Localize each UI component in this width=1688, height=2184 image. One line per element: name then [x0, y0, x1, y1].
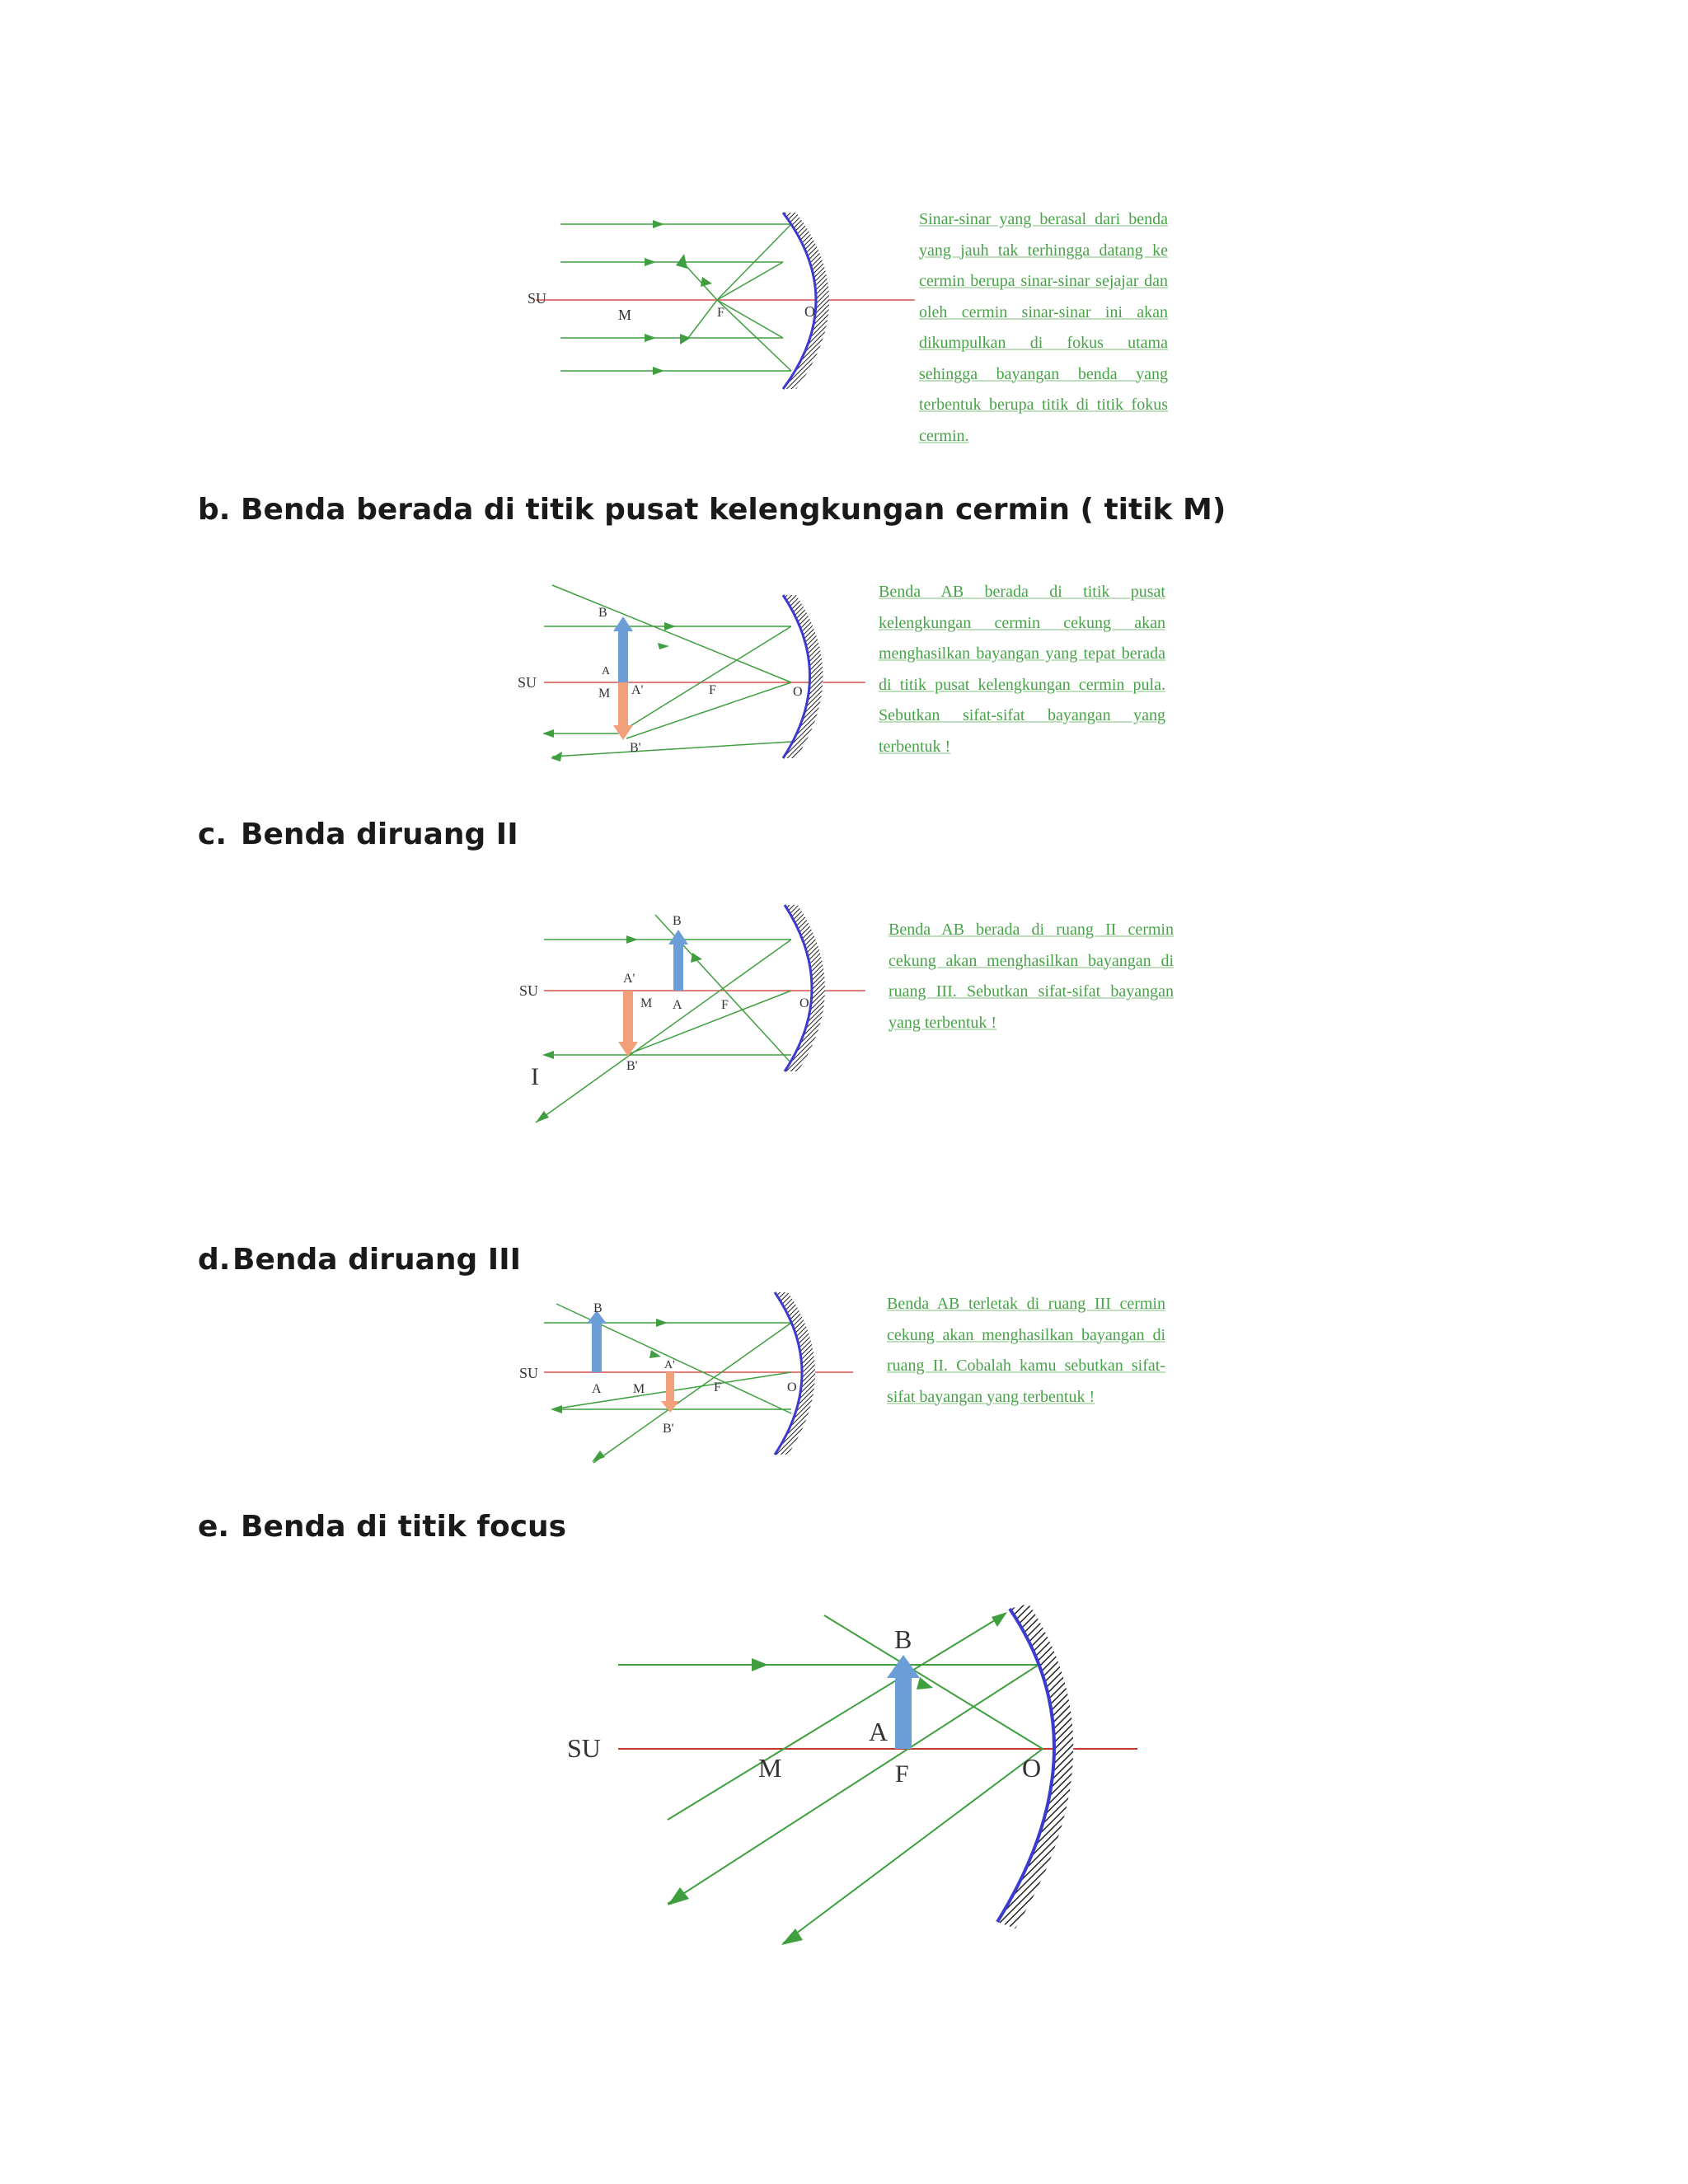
label-m: M	[633, 1382, 645, 1396]
label-a-prime: A'	[631, 683, 644, 697]
label-f: F	[709, 683, 716, 697]
diagram-object-in-space-2	[511, 898, 898, 1129]
label-a: A	[602, 665, 611, 677]
object-arrow-ab	[668, 930, 688, 991]
label-f: F	[717, 306, 724, 320]
section-b-note: Benda AB berada di titik pusat kelengkungan cermin cekung akan menghasilkan bayangan yang tepat berada di titik pusat kelengkungan cermin pula. Sebutkan sifat-sifat bayangan yang terbentuk !	[879, 583, 1165, 756]
section-d-title: Benda diruang III	[232, 1243, 521, 1277]
section-c-marker: c.	[198, 818, 227, 851]
rays	[536, 915, 791, 1122]
section-e-heading	[198, 1510, 566, 1544]
label-b: B	[593, 1301, 603, 1315]
section-c-heading	[198, 818, 518, 851]
label-b: B	[598, 606, 607, 620]
label-m: M	[758, 1753, 782, 1783]
label-a: A	[592, 1382, 602, 1396]
diagram-a-note: Sinar-sinar yang berasal dari benda yang jauh tak terhingga datang ke cermin berupa sinar-sinar sejajar dan oleh cermin sinar-sinar ini akan dikumpulkan di fokus utama sehingga bayangan benda yang terbentuk berupa titik di titik fokus cermin.	[919, 210, 1168, 445]
label-o: O	[804, 303, 815, 320]
image-arrow-ab-prime	[618, 991, 638, 1057]
label-su: SU	[519, 1365, 539, 1381]
label-su: SU	[567, 1733, 601, 1763]
section-e-marker: e.	[198, 1510, 230, 1544]
section-b-title: Benda berada di titik pusat kelengkungan cermin ( titik M)	[241, 493, 1226, 527]
label-b-prime: B'	[663, 1422, 674, 1436]
section-b-marker: b.	[198, 493, 231, 527]
section-c-title: Benda diruang II	[241, 818, 518, 851]
mirror-hatching	[783, 595, 823, 758]
label-f: F	[721, 998, 729, 1012]
label-f: F	[895, 1760, 909, 1788]
section-d-marker: d.	[198, 1243, 231, 1277]
label-m: M	[618, 307, 632, 323]
label-o: O	[787, 1380, 797, 1394]
label-m: M	[598, 687, 611, 701]
label-a: A	[673, 998, 682, 1012]
label-b: B	[673, 914, 682, 928]
label-m: M	[640, 996, 653, 1010]
label-su: SU	[519, 982, 539, 999]
label-b: B	[894, 1624, 912, 1654]
label-su: SU	[518, 674, 537, 691]
incident-rays	[560, 224, 791, 371]
section-b-heading	[198, 493, 1226, 527]
mirror-hatching	[783, 213, 829, 389]
diagram-object-in-space-3	[511, 1286, 865, 1475]
section-d-heading	[198, 1243, 521, 1277]
label-a-prime: A'	[664, 1359, 675, 1371]
section-c-note: Benda AB berada di ruang II cermin cekung akan menghasilkan bayangan di ruang III. Sebutkan sifat-sifat bayangan yang terbentuk !	[889, 921, 1174, 1032]
ray-arrowheads	[645, 220, 712, 375]
diagram-parallel-rays	[511, 198, 923, 396]
diagram-object-at-focus	[560, 1599, 1154, 1961]
image-arrow-ab-prime	[613, 682, 633, 740]
rays	[544, 585, 791, 757]
label-a-prime: A'	[623, 972, 635, 986]
label-o: O	[799, 996, 809, 1010]
ray-arrowheads	[551, 1319, 668, 1462]
label-a: A	[869, 1717, 889, 1746]
label-stray-mark: I	[531, 1063, 539, 1090]
diagram-object-at-m	[511, 577, 890, 766]
section-d-note: Benda AB terletak di ruang III cermin cekung akan menghasilkan bayangan di ruang II. Cobalah kamu sebutkan sifat-sifat bayangan yang terbentuk !	[887, 1295, 1165, 1406]
object-arrow-ab	[587, 1310, 607, 1372]
section-e-title: Benda di titik focus	[241, 1510, 567, 1544]
label-b-prime: B'	[630, 741, 641, 755]
ray-arrowheads	[668, 1612, 1007, 1945]
label-o: O	[1022, 1753, 1042, 1783]
label-f: F	[714, 1380, 721, 1394]
label-su: SU	[528, 290, 547, 307]
label-o: O	[793, 685, 803, 699]
label-b-prime: B'	[626, 1059, 638, 1073]
mirror-hatching	[785, 905, 825, 1071]
